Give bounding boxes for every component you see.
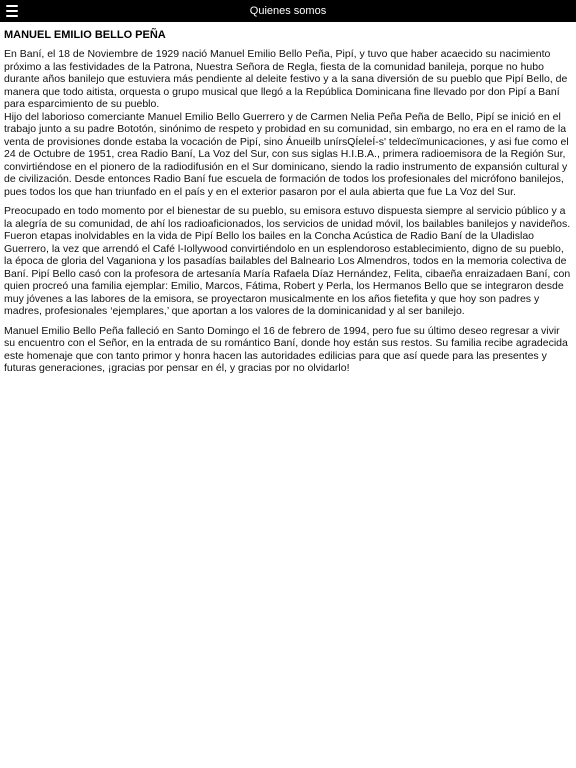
article-heading: MANUEL EMILIO BELLO PEÑA: [4, 29, 166, 41]
article-paragraph: Hijo del laborioso comerciante Manuel Emilio Bello Guerrero y de Carmen Nelia Peña Peña de Bello, Pipí se inició en el trabajo junto a su padre Bototón, sinónimo de respeto y probidad en su comunidad, sin embargo, no era en el ramo de la venta de provisiones donde estaba la vocación de Pipí, sino Ánueilb unírsQÍeleÍ-s' teldecïmunicaciones, y asi fue como el 24 de Octubre de 1951, crea Radio Baní, La Voz del Sur, con sus siglas H.I.B.A., primera radioemisora de la Región Sur, convirtiéndose en el pionero de la radiodifusión en el Sur dominicano, siendo la radio instrumento de expansión cultural y de civilización. Desde entonces Radio Baní fue escuela de formación de todos los profesionales del micrófono banilejos, pues todos los que han triunfado en el país y en el exterior pasaron por el aula abierta que fue La Voz del Sur.: [4, 110, 569, 198]
article-content: [0, 22, 576, 375]
article-paragraph: Manuel Emilio Bello Peña falleció en Santo Domingo el 16 de febrero de 1994, pero fue su último deseo regresar a vivir su encuentro con el Señor, en la entrada de su romántico Baní, donde hoy están sus restos. Su familia recibe agradecida este homenaje que con tanto primor y honra hacen las autoridades edilicias para que así quede para las presentes y futuras generaciones, ¡gracias por pensar en él, y gracias por no olvidarlo!: [4, 324, 568, 374]
article-paragraph: En Baní, el 18 de Noviembre de 1929 nació Manuel Emilio Bello Peña, Pipí, y tuvo que haber acaecido su nacimiento próximo a las festividades de la Patrona, Nuestra Señora de Regla, fiesta de la comunidad banileja, porque no hubo durante años banilejo que estuviera más pendiente al deleite festivo y a la sana diversión de su pueblo que Pipí Bello, de manera que todo aitista, orquesta o grupo musical que llegó a la República Dominicana fine llevado por don Pipí a Baní para esparcimiento de su pueblo.: [4, 48, 568, 110]
top-app-bar: [0, 0, 576, 22]
menu-line: [6, 5, 18, 7]
menu-line: [6, 10, 18, 12]
page-title: Quienes somos: [249, 5, 327, 17]
hamburger-menu-icon[interactable]: [6, 5, 18, 17]
article-paragraph: Preocupado en todo momento por el bienestar de su pueblo, su emisora estuvo dispuesta siempre al servicio público y a la alegría de su comunidad, de ahí los radioaficionados, los servicios de unidad móvil, los bailables banilejos y navideños. Fueron etapas inolvidables en la vida de Pipí Bello los bailes en la Concha Acústica de Radio Baní de la Uladislao Guerrero, la vez que arrendó el Café l-Iollywood convirtiéndolo en un esplendoroso establecimiento, digno de su pueblo, la época de gloria del Vaganiona y los pasadías bailables del Balneario Los Almendros, todos en la memoria colectiva de Baní. Pipí Bello casó con la profesora de artesanía María Rafaela Díaz Hernández, Felita, cibaeña enraizadaen Baní, con quien procreó una familia ejemplar: Emilio, Marcos, Fátima, Robert y Perla, los Hermanos Bello que se integraron desde muy jóvenes a las labores de la emisora, se proyectaron musicalmente en los años fietefita y que hoy son padres y madres, profesionales ‘ejemplares,’ que aportan a los valores de la dominicanidad y al ser banilejo.: [4, 205, 571, 317]
menu-line: [6, 15, 18, 17]
